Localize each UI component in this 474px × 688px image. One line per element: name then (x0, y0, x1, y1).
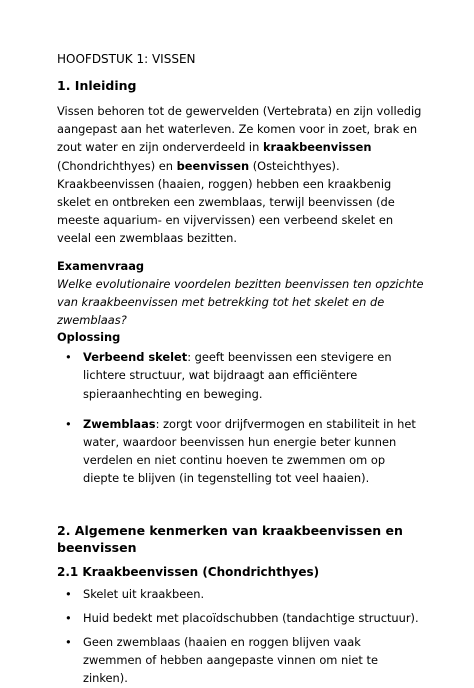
solution-line: lichtere structuur, wat bijdraagt aan efficiëntere (83, 368, 358, 383)
list-item (57, 585, 424, 603)
document-title: HOOFDSTUK 1: VISSEN (57, 52, 196, 66)
bullet-icon: • (65, 350, 72, 365)
bullet-icon: • (65, 416, 72, 431)
intro-line: (Chondrichthyes) en (57, 158, 177, 173)
section-2-1-heading: 2.1 Kraakbeenvissen (Chondrichthyes) (57, 564, 320, 579)
solution-label: Oplossing (57, 330, 121, 345)
intro-line: (Osteichthyes). (249, 158, 340, 173)
section-2 (57, 522, 424, 688)
cartilaginous-fish-list (57, 585, 424, 688)
list-line: Geen zwemblaas (haaien en roggen blijven vaak (83, 635, 361, 650)
intro-paragraph-1 (57, 102, 424, 248)
bullet-icon: • (65, 586, 72, 601)
solution-term: Zwemblaas (83, 416, 156, 431)
solution-line: : geeft beenvissen een stevigere en (187, 350, 392, 365)
list-item (57, 415, 424, 488)
heading-line: beenvissen (57, 539, 137, 555)
intro-line: veelal een zwemblaas bezitten. (57, 231, 238, 246)
solution-line: diepte te blijven (in tegenstelling tot veel haaien). (83, 471, 370, 486)
bullet-icon: • (65, 635, 72, 650)
question-line: Welke evolutionaire voordelen bezitten beenvissen ten opzichte (57, 276, 424, 291)
intro-line: zout water en zijn onderverdeeld in (57, 140, 263, 155)
section-2-heading (57, 522, 424, 556)
intro-line: aangepast aan het waterleven. Ze komen voor in zoet, brak en (57, 122, 418, 137)
intro-line: Kraakbeenvissen (haaien, roggen) hebben een kraakbenig (57, 176, 392, 191)
list-line: zwemmen of hebben aangepaste vinnen om niet te (83, 653, 378, 668)
list-item (57, 633, 424, 688)
list-line: Huid bedekt met placoïdschubben (tandachtige structuur). (83, 610, 419, 625)
list-line: zinken). (83, 671, 128, 686)
solution-line: verdelen en niet continu hoeven te zwemmen om op (83, 453, 386, 468)
exam-question-label: Examenvraag (57, 258, 145, 273)
exam-question-text (57, 275, 424, 330)
list-item (57, 348, 424, 403)
solution-list (57, 348, 424, 487)
list-item (57, 609, 424, 627)
question-line: zwemblaas? (57, 313, 127, 328)
list-line: Skelet uit kraakbeen. (83, 586, 205, 601)
heading-line: 2. Algemene kenmerken van kraakbeenvissen en (57, 522, 403, 538)
solution-line: spieraanhechting en beweging. (83, 386, 263, 401)
question-line: van kraakbeenvissen met betrekking tot het skelet en de (57, 294, 385, 309)
solution-line: : zorgt voor drijfvermogen en stabiliteit in het (155, 416, 416, 431)
bullet-icon: • (65, 610, 72, 625)
solution-term: Verbeend skelet (83, 350, 188, 365)
term-kraakbeenvissen: kraakbeenvissen (262, 140, 372, 155)
intro-line: meeste aquarium- en vijvervissen) een verbeend skelet en (57, 213, 394, 228)
solution-line: water, waardoor beenvissen hun energie beter kunnen (83, 435, 397, 450)
intro-line: Vissen behoren tot de gewervelden (Vertebrata) en zijn volledig (57, 104, 422, 118)
intro-line: skelet en ontbreken een zwemblaas, terwijl beenvissen (de (57, 195, 395, 210)
section-1-heading: 1. Inleiding (57, 78, 137, 93)
term-beenvissen: beenvissen (176, 158, 250, 173)
